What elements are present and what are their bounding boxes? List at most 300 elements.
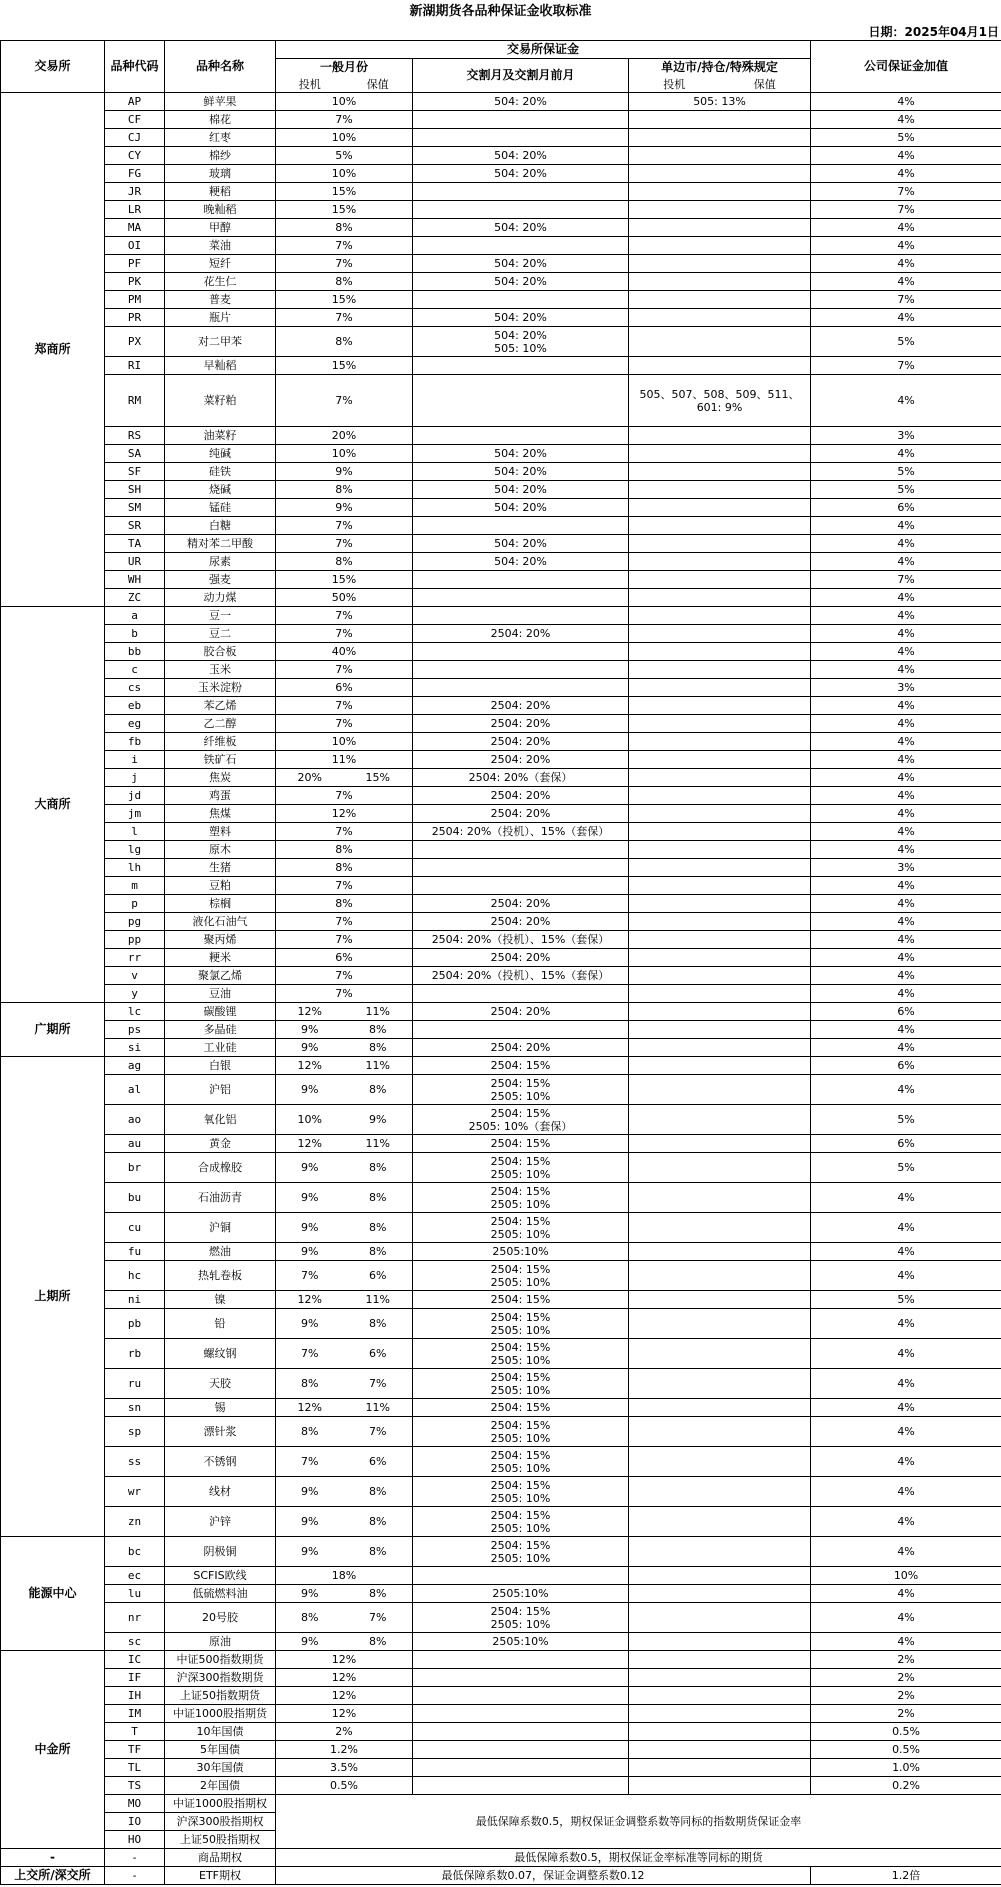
product-code: jm: [105, 805, 165, 823]
general-margin: 12%: [276, 1705, 413, 1723]
product-code: j: [105, 769, 165, 787]
delivery-margin: 2504: 20%: [413, 1039, 629, 1057]
table-row: [1, 129, 1001, 147]
general-margin: 7%: [276, 715, 413, 733]
company-add-margin: 7%: [811, 571, 1001, 589]
exchange-name: 郑商所: [1, 93, 105, 607]
product-name: 聚氯乙烯: [165, 967, 276, 985]
general-spec-margin: 9%: [276, 1309, 344, 1339]
special-margin: [629, 517, 811, 535]
product-code: IF: [105, 1669, 165, 1687]
special-margin: [629, 147, 811, 165]
product-name: 鸡蛋: [165, 787, 276, 805]
product-code: CF: [105, 111, 165, 129]
product-code: PF: [105, 255, 165, 273]
company-add-margin: 4%: [811, 697, 1001, 715]
table-row: [1, 183, 1001, 201]
special-margin: [629, 1309, 811, 1339]
company-add-margin: 4%: [811, 1339, 1001, 1369]
table-row: [1, 679, 1001, 697]
header-code: 品种代码: [105, 41, 165, 93]
product-name: 聚丙烯: [165, 931, 276, 949]
product-name: 尿素: [165, 553, 276, 571]
general-margin: 8%: [276, 859, 413, 877]
product-code: bu: [105, 1183, 165, 1213]
company-add-margin: 6%: [811, 499, 1001, 517]
table-row: [1, 805, 1001, 823]
product-code: bb: [105, 643, 165, 661]
general-hedge-margin: 15%: [344, 769, 413, 787]
general-margin: 7%: [276, 517, 413, 535]
product-code: PX: [105, 327, 165, 357]
product-name: 阴极铜: [165, 1537, 276, 1567]
special-margin: [629, 427, 811, 445]
company-add-margin: 4%: [811, 237, 1001, 255]
special-margin: 505、507、508、509、511、 601: 9%: [629, 375, 811, 427]
special-margin: [629, 679, 811, 697]
company-add-margin: 4%: [811, 751, 1001, 769]
general-margin: 7%: [276, 787, 413, 805]
company-add-margin: 4%: [811, 1399, 1001, 1417]
general-margin: 7%: [276, 697, 413, 715]
product-code: br: [105, 1153, 165, 1183]
general-margin: 7%: [276, 535, 413, 553]
company-add-margin: 4%: [811, 165, 1001, 183]
delivery-margin: 2504: 15% 2505: 10%: [413, 1447, 629, 1477]
table-row: [1, 1153, 1001, 1183]
special-margin: [629, 357, 811, 375]
table-row: [1, 309, 1001, 327]
general-margin: 7%: [276, 375, 413, 427]
product-name: 动力煤: [165, 589, 276, 607]
product-name: 黄金: [165, 1135, 276, 1153]
general-margin: 12%: [276, 1687, 413, 1705]
special-margin: [629, 1477, 811, 1507]
general-spec-margin: 12%: [276, 1003, 344, 1021]
special-margin: [629, 1447, 811, 1477]
delivery-margin: 2504: 15% 2505: 10%（套保）: [413, 1105, 629, 1135]
product-code: IO: [105, 1813, 165, 1831]
product-name: 5年国债: [165, 1741, 276, 1759]
delivery-margin: 2504: 20%: [413, 949, 629, 967]
special-margin: [629, 237, 811, 255]
product-code: si: [105, 1039, 165, 1057]
delivery-margin: 2504: 15% 2505: 10%: [413, 1369, 629, 1399]
special-margin: [629, 1339, 811, 1369]
product-name: 白银: [165, 1057, 276, 1075]
table-row: [1, 375, 1001, 427]
table-row: [1, 859, 1001, 877]
company-add-margin: 4%: [811, 309, 1001, 327]
commodity-options-note: 最低保障系数0.5，期权保证金率标准等同标的期货: [276, 1849, 1001, 1867]
general-hedge-margin: 11%: [344, 1057, 413, 1075]
special-margin: [629, 499, 811, 517]
delivery-margin: 504: 20%: [413, 463, 629, 481]
special-margin: [629, 913, 811, 931]
delivery-margin: [413, 1777, 629, 1795]
table-row: [1, 733, 1001, 751]
general-margin: 5%: [276, 147, 413, 165]
general-hedge-margin: 8%: [344, 1021, 413, 1039]
exchange-name: 能源中心: [1, 1537, 105, 1651]
special-margin: [629, 1261, 811, 1291]
delivery-margin: 2504: 15%: [413, 1291, 629, 1309]
margin-table: [0, 40, 1001, 1885]
exchange-name: -: [1, 1849, 105, 1867]
company-add-margin: 3%: [811, 427, 1001, 445]
product-code: OI: [105, 237, 165, 255]
special-margin: [629, 1687, 811, 1705]
exchange-name: 上交所/深交所: [1, 1867, 105, 1885]
company-add-margin: 4%: [811, 1183, 1001, 1213]
table-row: [1, 1039, 1001, 1057]
delivery-margin: 2504: 20%: [413, 787, 629, 805]
table-row: [1, 571, 1001, 589]
delivery-margin: 504: 20%: [413, 165, 629, 183]
table-row: [1, 1651, 1001, 1669]
special-margin: [629, 967, 811, 985]
table-row: [1, 1477, 1001, 1507]
product-code: lh: [105, 859, 165, 877]
table-row: [1, 93, 1001, 111]
general-margin: 12%: [276, 1651, 413, 1669]
delivery-margin: 2505:10%: [413, 1585, 629, 1603]
options-margin-note: 最低保障系数0.5，期权保证金调整系数等同标的指数期货保证金率: [276, 1795, 1001, 1849]
special-margin: [629, 1777, 811, 1795]
special-margin: [629, 463, 811, 481]
general-spec-margin: 8%: [276, 1417, 344, 1447]
delivery-margin: [413, 1021, 629, 1039]
delivery-margin: [413, 859, 629, 877]
product-code: RM: [105, 375, 165, 427]
page-title: 新湖期货各品种保证金收取标准: [409, 4, 592, 19]
general-spec-margin: 8%: [276, 1603, 344, 1633]
company-add-margin: 4%: [811, 1213, 1001, 1243]
table-row: [1, 237, 1001, 255]
special-margin: [629, 219, 811, 237]
general-hedge-margin: 11%: [344, 1135, 413, 1153]
product-name: 中证1000股指期货: [165, 1705, 276, 1723]
product-name: 液化石油气: [165, 913, 276, 931]
product-name: 螺纹钢: [165, 1339, 276, 1369]
delivery-margin: [413, 607, 629, 625]
company-add-margin: 4%: [811, 219, 1001, 237]
product-code: p: [105, 895, 165, 913]
product-name: 商品期权: [165, 1849, 276, 1867]
company-add-margin: 2%: [811, 1705, 1001, 1723]
delivery-margin: [413, 111, 629, 129]
table-row: [1, 1603, 1001, 1633]
general-spec-margin: 9%: [276, 1039, 344, 1057]
special-margin: [629, 1039, 811, 1057]
general-margin: 10%: [276, 733, 413, 751]
general-spec-margin: 9%: [276, 1153, 344, 1183]
product-code: RS: [105, 427, 165, 445]
product-code: wr: [105, 1477, 165, 1507]
product-code: fu: [105, 1243, 165, 1261]
product-code: T: [105, 1723, 165, 1741]
delivery-margin: 2504: 20%: [413, 625, 629, 643]
delivery-margin: [413, 183, 629, 201]
product-code: UR: [105, 553, 165, 571]
table-row: [1, 273, 1001, 291]
delivery-margin: [413, 877, 629, 895]
product-name: 瓶片: [165, 309, 276, 327]
product-name: 豆油: [165, 985, 276, 1003]
product-name: 棕榈: [165, 895, 276, 913]
table-row: [1, 823, 1001, 841]
general-hedge-margin: 6%: [344, 1447, 413, 1477]
general-margin: 10%: [276, 445, 413, 463]
company-add-margin: 4%: [811, 841, 1001, 859]
product-code: WH: [105, 571, 165, 589]
product-code: b: [105, 625, 165, 643]
general-spec-margin: 9%: [276, 1585, 344, 1603]
table-row: [1, 201, 1001, 219]
table-row: [1, 427, 1001, 445]
general-spec-margin: 9%: [276, 1021, 344, 1039]
product-name: SCFIS欧线: [165, 1567, 276, 1585]
general-margin: 7%: [276, 931, 413, 949]
company-add-margin: 4%: [811, 517, 1001, 535]
company-add-margin: 4%: [811, 931, 1001, 949]
general-margin: 10%: [276, 129, 413, 147]
product-name: 玉米淀粉: [165, 679, 276, 697]
product-name: 30年国债: [165, 1759, 276, 1777]
exchange-name: 广期所: [1, 1003, 105, 1057]
general-spec-margin: 7%: [276, 1261, 344, 1291]
product-code: MO: [105, 1795, 165, 1813]
product-name: 燃油: [165, 1243, 276, 1261]
table-row: [1, 1447, 1001, 1477]
general-margin: 12%: [276, 805, 413, 823]
table-row: [1, 1105, 1001, 1135]
exchange-name: 大商所: [1, 607, 105, 1003]
general-hedge-margin: 8%: [344, 1243, 413, 1261]
delivery-margin: 2504: 15% 2505: 10%: [413, 1153, 629, 1183]
general-spec-margin: 9%: [276, 1633, 344, 1651]
delivery-margin: 504: 20% 505: 10%: [413, 327, 629, 357]
product-code: ps: [105, 1021, 165, 1039]
special-margin: [629, 1741, 811, 1759]
table-row: [1, 625, 1001, 643]
product-name: 原木: [165, 841, 276, 859]
general-margin: 7%: [276, 967, 413, 985]
header-exchange-margin: 交易所保证金: [276, 41, 811, 59]
table-row: [1, 589, 1001, 607]
product-code: nr: [105, 1603, 165, 1633]
special-margin: [629, 291, 811, 309]
table-row: [1, 1243, 1001, 1261]
delivery-margin: 2504: 15% 2505: 10%: [413, 1507, 629, 1537]
product-name: 低硫燃料油: [165, 1585, 276, 1603]
company-add-margin: 4%: [811, 1075, 1001, 1105]
product-name: 石油沥青: [165, 1183, 276, 1213]
product-code: SR: [105, 517, 165, 535]
product-code: zn: [105, 1507, 165, 1537]
company-add-margin: 4%: [811, 1417, 1001, 1447]
table-row: [1, 147, 1001, 165]
general-spec-margin: 7%: [276, 1447, 344, 1477]
delivery-margin: 504: 20%: [413, 147, 629, 165]
delivery-margin: 2504: 15% 2505: 10%: [413, 1339, 629, 1369]
product-name: 花生仁: [165, 273, 276, 291]
product-name: 天胶: [165, 1369, 276, 1399]
general-margin: 7%: [276, 823, 413, 841]
company-add-margin: 4%: [811, 805, 1001, 823]
special-margin: [629, 309, 811, 327]
product-name: 普麦: [165, 291, 276, 309]
header-company-add: 公司保证金加值: [811, 41, 1001, 93]
company-add-margin: 4%: [811, 1537, 1001, 1567]
product-code: SF: [105, 463, 165, 481]
product-code: ss: [105, 1447, 165, 1477]
special-margin: [629, 949, 811, 967]
company-add-margin: 4%: [811, 1243, 1001, 1261]
special-margin: [629, 841, 811, 859]
delivery-margin: [413, 841, 629, 859]
general-margin: 50%: [276, 589, 413, 607]
general-margin: 8%: [276, 327, 413, 357]
general-hedge-margin: 8%: [344, 1477, 413, 1507]
general-margin: 7%: [276, 877, 413, 895]
table-row: [1, 1567, 1001, 1585]
delivery-margin: [413, 571, 629, 589]
general-spec-margin: 12%: [276, 1291, 344, 1309]
table-row: [1, 463, 1001, 481]
product-code: sp: [105, 1417, 165, 1447]
company-add-margin: 0.5%: [811, 1723, 1001, 1741]
product-code: PR: [105, 309, 165, 327]
product-code: bc: [105, 1537, 165, 1567]
product-code: LR: [105, 201, 165, 219]
delivery-margin: 2504: 20%（投机）、15%（套保）: [413, 931, 629, 949]
special-margin: [629, 273, 811, 291]
general-hedge-margin: 8%: [344, 1585, 413, 1603]
product-code: l: [105, 823, 165, 841]
general-margin: 8%: [276, 895, 413, 913]
general-margin: 8%: [276, 841, 413, 859]
header-special-hedge: 保值: [720, 77, 811, 93]
product-name: 焦煤: [165, 805, 276, 823]
general-margin: 2%: [276, 1723, 413, 1741]
company-add-margin: 4%: [811, 1507, 1001, 1537]
table-row: [1, 715, 1001, 733]
header-special-spec: 投机: [629, 77, 720, 93]
product-name: 红枣: [165, 129, 276, 147]
special-margin: [629, 535, 811, 553]
table-row: [1, 1795, 1001, 1813]
product-code: pb: [105, 1309, 165, 1339]
table-row: [1, 643, 1001, 661]
delivery-margin: 2504: 20%: [413, 805, 629, 823]
company-add-margin: 7%: [811, 357, 1001, 375]
company-add-margin: 4%: [811, 877, 1001, 895]
general-hedge-margin: 7%: [344, 1417, 413, 1447]
company-add-margin: 7%: [811, 183, 1001, 201]
general-margin: 7%: [276, 111, 413, 129]
general-hedge-margin: 8%: [344, 1633, 413, 1651]
company-add-margin: 4%: [811, 273, 1001, 291]
delivery-margin: [413, 427, 629, 445]
special-margin: [629, 1399, 811, 1417]
delivery-margin: 2504: 15% 2505: 10%: [413, 1603, 629, 1633]
product-code: lc: [105, 1003, 165, 1021]
table-row: [1, 841, 1001, 859]
general-margin: 11%: [276, 751, 413, 769]
company-add-margin: 0.5%: [811, 1741, 1001, 1759]
product-code: PM: [105, 291, 165, 309]
product-name: 2年国债: [165, 1777, 276, 1795]
table-row: [1, 1291, 1001, 1309]
product-name: 烧碱: [165, 481, 276, 499]
exchange-name: 中金所: [1, 1651, 105, 1849]
delivery-margin: 2504: 15% 2505: 10%: [413, 1213, 629, 1243]
special-margin: [629, 553, 811, 571]
table-row: [1, 751, 1001, 769]
product-code: -: [105, 1849, 165, 1867]
special-margin: [629, 625, 811, 643]
general-margin: 7%: [276, 625, 413, 643]
exchange-name: 上期所: [1, 1057, 105, 1537]
table-row: [1, 1183, 1001, 1213]
delivery-margin: [413, 517, 629, 535]
delivery-margin: [413, 985, 629, 1003]
delivery-margin: 504: 20%: [413, 309, 629, 327]
table-row: [1, 895, 1001, 913]
general-spec-margin: 7%: [276, 1339, 344, 1369]
company-add-margin: 4%: [811, 985, 1001, 1003]
table-row: [1, 1759, 1001, 1777]
product-name: 硅铁: [165, 463, 276, 481]
delivery-margin: 504: 20%: [413, 481, 629, 499]
general-hedge-margin: 8%: [344, 1075, 413, 1105]
special-margin: [629, 1603, 811, 1633]
product-name: 棉花: [165, 111, 276, 129]
general-margin: 20%: [276, 427, 413, 445]
product-code: FG: [105, 165, 165, 183]
general-margin: 7%: [276, 237, 413, 255]
general-hedge-margin: 11%: [344, 1291, 413, 1309]
table-row: [1, 1507, 1001, 1537]
special-margin: [629, 589, 811, 607]
special-margin: [629, 1585, 811, 1603]
general-hedge-margin: 9%: [344, 1105, 413, 1135]
company-add-margin: 10%: [811, 1567, 1001, 1585]
product-name: 沪铝: [165, 1075, 276, 1105]
general-margin: 7%: [276, 607, 413, 625]
product-name: 甲醇: [165, 219, 276, 237]
general-spec-margin: 12%: [276, 1399, 344, 1417]
general-margin: 15%: [276, 291, 413, 309]
table-row: [1, 967, 1001, 985]
general-margin: 9%: [276, 463, 413, 481]
general-spec-margin: 9%: [276, 1507, 344, 1537]
delivery-margin: 2504: 15%: [413, 1057, 629, 1075]
product-name: 苯乙烯: [165, 697, 276, 715]
table-row: [1, 1003, 1001, 1021]
product-name: 铅: [165, 1309, 276, 1339]
company-add-margin: 4%: [811, 769, 1001, 787]
special-margin: [629, 327, 811, 357]
delivery-margin: 2504: 20%（投机）、15%（套保）: [413, 967, 629, 985]
general-margin: 7%: [276, 913, 413, 931]
product-name: 豆一: [165, 607, 276, 625]
company-add-margin: 4%: [811, 643, 1001, 661]
company-add-margin: 4%: [811, 949, 1001, 967]
product-code: pg: [105, 913, 165, 931]
product-code: -: [105, 1867, 165, 1885]
